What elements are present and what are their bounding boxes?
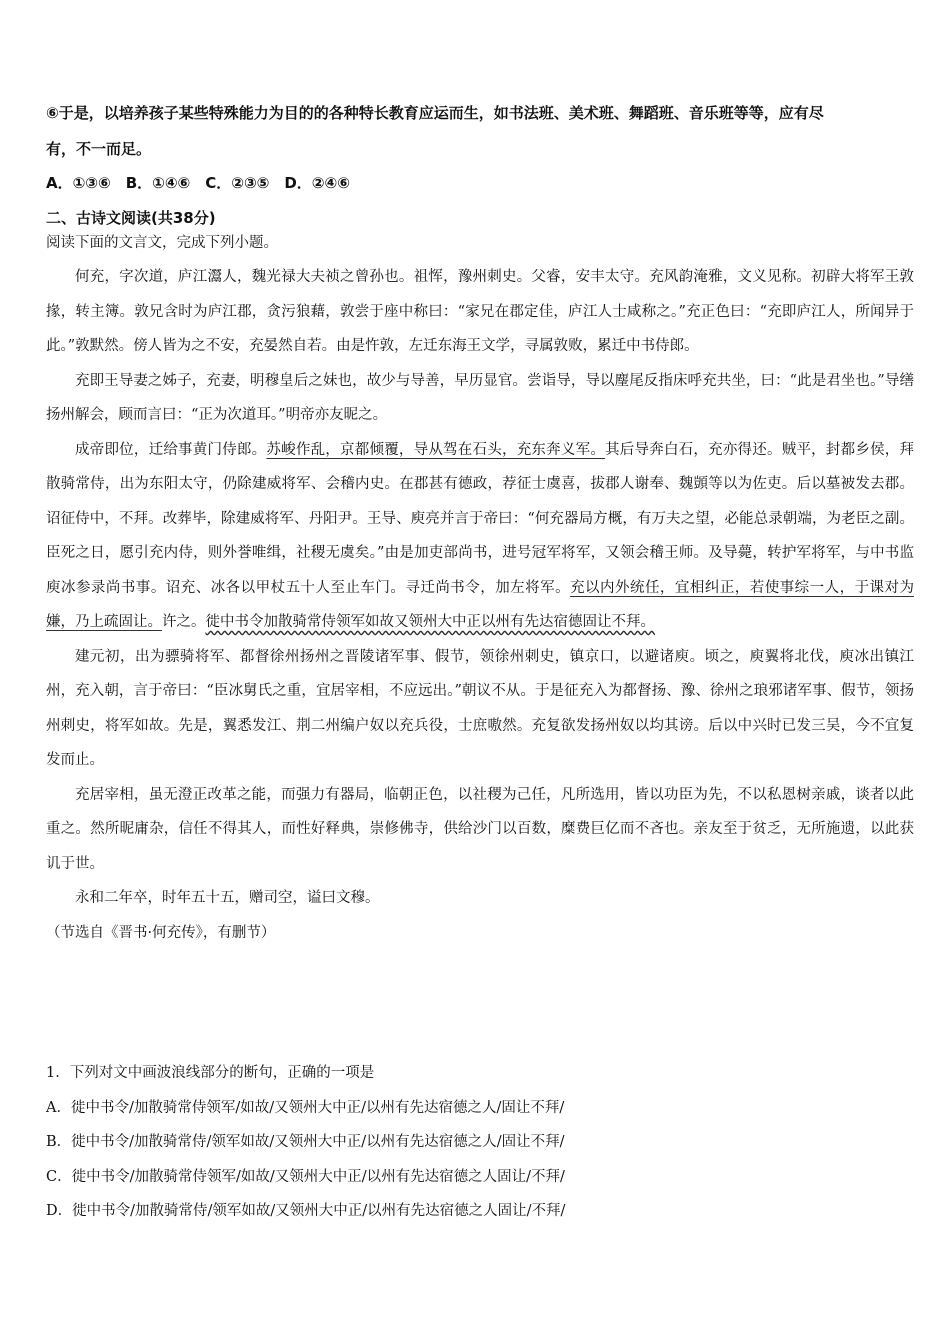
previous-question-options: A．①③⑥ B．①④⑥ C．②③⑤ D．②④⑥ — [46, 174, 350, 192]
item-6-text-line2: 有，不一而足。 — [46, 140, 152, 158]
classical-passage — [46, 260, 914, 950]
wavy-underlined-sentence: 徙中书令加散骑常侍领军如故又领州大中正以州有先达宿德固让不拜。 — [205, 614, 655, 630]
option-d: D．徙中书令/加散骑常侍/领军如故/又领州大中正/以州有先达宿德之人固让/不拜/ — [46, 1203, 566, 1219]
passage-paragraph-1: 何充，字次道，庐江灊人，魏光禄大夫祯之曾孙也。祖恽，豫州刺史。父睿，安丰太守。充风韵淹雅，文义见称。初辟大将军王敦掾，转主簿。敦兄含时为庐江郡，贪污狼藉，敦尝于座中称曰：“家兄在郡定佳，庐江人士咸称之。”充正色曰：“充即庐江人，所闻异于此。”敦默然。傍人皆为之不安，充晏然自若。由是忤敦，左迁东海王文学，寻属敦败，累迁中书侍郎。 — [46, 269, 914, 354]
section-title: 二、古诗文阅读(共38分) — [46, 209, 216, 227]
underlined-sentence-2: 充以内外统任，宜相纠正，若使事综一人，于课对为嫌，乃上疏固让。 — [46, 579, 914, 630]
underlined-sentence-1: 苏峻作乱，京都倾覆，导从驾在石头，充东奔义军。 — [266, 441, 606, 458]
passage-paragraph-6: 永和二年卒，时年五十五，赠司空，谥曰文穆。 — [75, 890, 380, 906]
passage-text: 其后导奔白石，充亦得还。贼平，封都乡侯，拜散骑常侍，出为东阳太守，仍除建威将军、会稽内史。在郡甚有德政，荐征士虞喜，拔郡人谢奉、魏顗等以为佐吏。后以墓被发去郡。诏征侍中，不拜。改葬毕，除建威将军、丹阳尹。王导、庾亮并言于帝曰：“何充器局方概，有万夫之望，必能总录朝端，为老臣之副。臣死之日，愿引充内侍，则外誉唯缉，社稷无虞矣。”由是加吏部尚书，进号冠军将军，又领会稽王师。及导薨，转护军将军，与中书监庾冰参录尚书事。诏充、冰各以甲杖五十人至止车门。寻迁尚书令，加左将军。 — [46, 441, 915, 596]
section-instruction: 阅读下面的文言文，完成下列小题。 — [46, 235, 278, 251]
question-stem: 1．下列对文中画波浪线部分的断句，正确的一项是 — [46, 1065, 375, 1081]
option-b: B．徙中书令/加散骑常侍/领军如故/又领州大中正/以州有先达宿德之人/固让不拜/ — [46, 1134, 565, 1150]
item-6-text-line1: ⑥于是，以培养孩子某些特殊能力为目的的各种特长教育应运而生，如书法班、美术班、舞蹈班、音乐班等等，应有尽 — [46, 104, 824, 122]
option-c: C．徙中书令/加散骑常侍领军/如故/又领州大中正/以州有先达宿德之人固让/不拜/ — [46, 1168, 565, 1185]
option-a: A．徙中书令/加散骑常侍领军/如故/又领州大中正/以州有先达宿德之人/固让不拜/ — [46, 1099, 565, 1116]
passage-source: （节选自《晋书·何充传》，有删节） — [46, 924, 276, 941]
question-1 — [46, 1056, 906, 1229]
passage-text: 成帝即位，迁给事黄门侍郎。 — [75, 441, 267, 458]
passage-text: 许之。 — [162, 614, 206, 630]
passage-paragraph-5: 充居宰相，虽无澄正改革之能，而强力有器局，临朝正色，以社稷为己任，凡所选用，皆以功臣为先，不以私恩树亲戚，谈者以此重之。然所昵庸杂，信任不得其人，而性好释典，崇修佛寺，供给沙门以百数，糜费巨亿而不吝也。亲友至于贫乏，无所施遗，以此获讥于世。 — [46, 786, 914, 872]
passage-paragraph-2: 充即王导妻之姊子，充妻，明穆皇后之妹也，故少与导善，早历显官。尝诣导，导以麈尾反指床呼充共坐，曰：“此是君坐也。”导缮扬州解会，顾而言曰：“正为次道耳。”明帝亦友昵之。 — [46, 372, 914, 423]
passage-paragraph-4: 建元初，出为骠骑将军、都督徐州扬州之晋陵诸军事、假节，领徐州刺史，镇京口，以避诸庾。顷之，庾翼将北伐，庾冰出镇江州，充入朝，言于帝曰：“臣冰舅氏之重，宜居宰相，不应远出。”朝议不从。于是征充入为都督扬、豫、徐州之琅邪诸军事、假节，领扬州刺史，将军如故。先是，翼悉发江、荆二州编户奴以充兵役，士庶嗷然。充复欲发扬州奴以均其谤。后以中兴时已发三吴，今不宜复发而止。 — [46, 648, 914, 768]
passage-paragraph-3 — [46, 433, 914, 640]
